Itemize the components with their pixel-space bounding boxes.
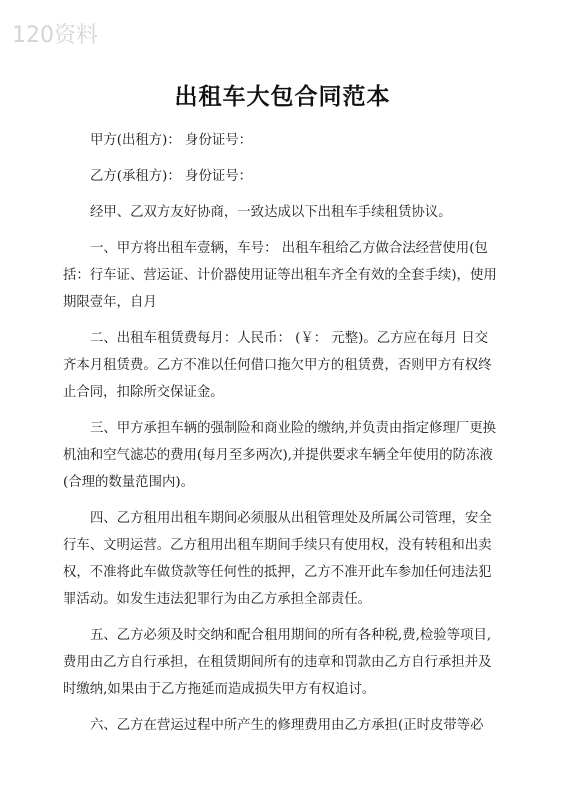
clause-3 [63,415,503,496]
text-line: 经甲、乙双方友好协商，一致达成以下出租车手续租赁协议。 [90,205,452,220]
text-line: 期限壹年，自月 [63,295,157,310]
clause-1 [63,235,503,316]
text-line: 五、乙方必须及时交纳和配合租用期间的所有各种税,费,检验等项目, [90,628,492,643]
paragraph-intro [63,199,503,226]
text-line: 机油和空气滤芯的费用(每月至多两次),并提供要求车辆全年使用的防冻液 [63,448,493,463]
paragraph-party-b [63,163,503,190]
text-line: (合理的数量范围内)。 [63,475,194,490]
text-line: 三、甲方承担车辆的强制险和商业险的缴纳,并负责由指定修理厂更换 [90,421,496,436]
paragraph-party-a [63,127,503,154]
clause-2 [63,325,503,406]
text-line: 时缴纳,如果由于乙方拖延而造成损失甲方有权追讨。 [63,682,376,697]
text-line: 六、乙方在营运过程中所产生的修理费用由乙方承担(正时皮带等必 [90,718,484,733]
clause-5 [63,622,503,703]
document-title: 出租车大包合同范本 [174,84,391,110]
text-line: 二、出租车租赁费每月：人民币： (￥： 元整)。乙方应在每月 日交 [90,331,489,346]
text-line: 一、甲方将出租车壹辆，车号： 出租车租给乙方做合法经营使用(包 [90,241,488,256]
text-line: 四、乙方租用出租车期间必须服从出租管理处及所属公司管理，安全 [90,511,492,526]
text-line: 乙方(承租方)： 身份证号： [90,169,253,184]
text-line: 齐本月租赁费。乙方不准以任何借口拖欠甲方的租赁费，否则甲方有权终 [63,358,492,373]
contract-body [63,127,503,739]
text-line: 罪活动。如发生违法犯罪行为由乙方承担全部责任。 [63,592,371,607]
text-line: 行车、文明运营。乙方租用出租车期间手续只有使用权，没有转租和出卖 [63,538,492,553]
text-line: 权，不准将此车做贷款等任何性的抵押，乙方不准开此车参加任何违法犯 [63,565,492,580]
watermark: 120资料 [12,23,98,48]
text-line: 费用由乙方自行承担，在租赁期间所有的违章和罚款由乙方自行承担并及 [63,655,492,670]
clause-6 [63,712,503,739]
clause-4 [63,505,503,613]
text-line: 止合同，扣除所交保证金。 [63,385,224,400]
text-line: 括：行车证、营运证、计价器使用证等出租车齐全有效的全套手续)，使用 [63,268,497,283]
text-line: 甲方(出租方)： 身份证号： [90,133,253,148]
